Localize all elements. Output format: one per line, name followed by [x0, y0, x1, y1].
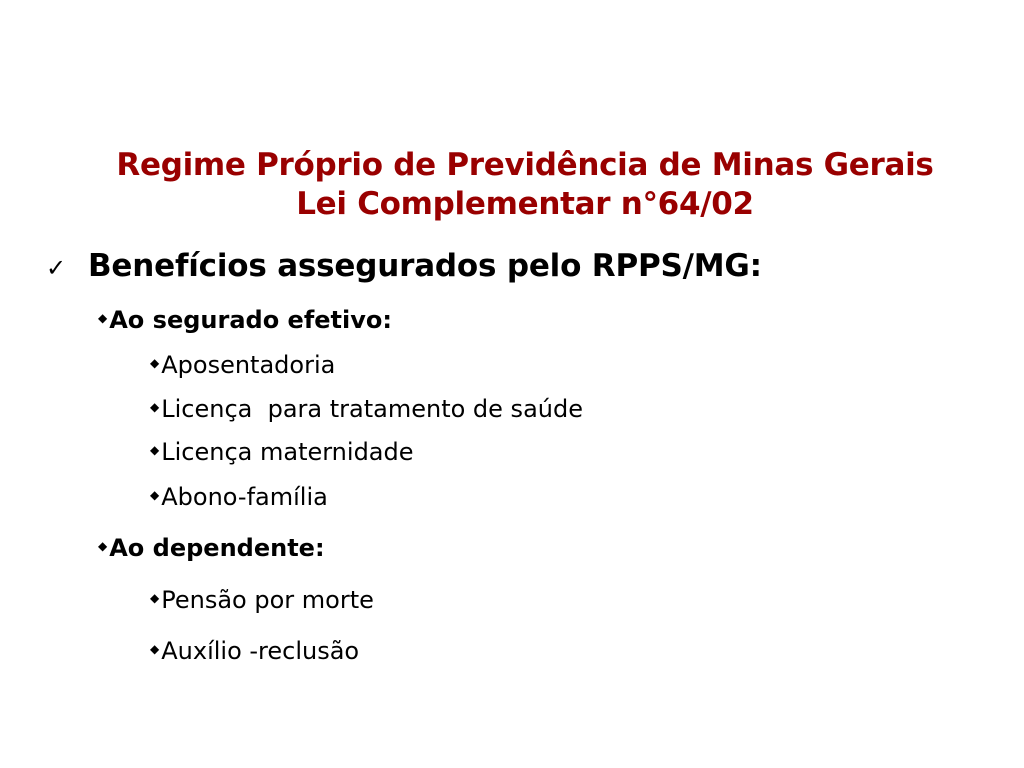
- list-item-text: Licença para tratamento de saúde: [161, 395, 583, 423]
- diamond-icon: ◆: [150, 356, 160, 370]
- diamond-icon: ◆: [150, 642, 160, 656]
- list-item-text: Licença maternidade: [161, 438, 414, 466]
- list-item-text: Pensão por morte: [161, 586, 374, 614]
- check-icon: ✓: [46, 254, 66, 282]
- list-item-text: Aposentadoria: [161, 351, 336, 379]
- list-item: [150, 438, 414, 466]
- section-label-segurado: [98, 306, 392, 334]
- heading-row: [46, 248, 762, 284]
- list-item-text: Auxílio -reclusão: [161, 637, 360, 665]
- list-item: [150, 351, 335, 379]
- list-item: [150, 637, 359, 665]
- list-item: [150, 586, 374, 614]
- slide-title: [40, 146, 1010, 224]
- title-line-2: Lei Complementar n°64/02: [296, 186, 754, 222]
- diamond-icon: ◆: [150, 591, 160, 605]
- diamond-icon: ◆: [150, 400, 160, 414]
- section-label-text: Ao dependente:: [109, 534, 325, 562]
- section-label-text: Ao segurado efetivo:: [109, 306, 392, 334]
- diamond-icon: ◆: [150, 443, 160, 457]
- list-item-text: Abono-família: [161, 483, 328, 511]
- list-item: [150, 483, 328, 511]
- list-item: [150, 395, 583, 423]
- diamond-icon: ◆: [98, 311, 108, 325]
- title-line-1: Regime Próprio de Previdência de Minas Gerais: [116, 147, 934, 183]
- heading-text: Benefícios assegurados pelo RPPS/MG:: [88, 248, 762, 284]
- section-label-dependente: [98, 534, 325, 562]
- diamond-icon: ◆: [150, 488, 160, 502]
- diamond-icon: ◆: [98, 539, 108, 553]
